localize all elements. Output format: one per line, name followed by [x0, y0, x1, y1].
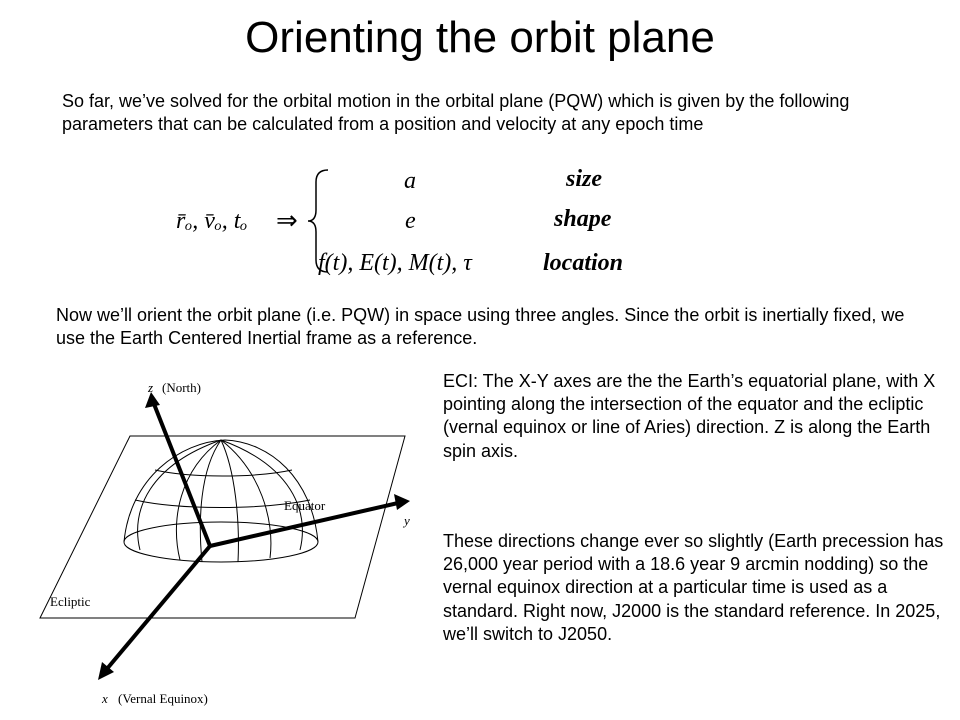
symbol-a: a — [404, 168, 416, 194]
precession-paragraph: These directions change ever so slightly (Earth precession has 26,000 year period with a 18.6 year 9 arcmin nodding) so the vernal equinox direction at a particular time is used as a standard. Right now, J2000 is the standard reference. In 2025, we’ll switch to J2050. — [443, 531, 944, 644]
slide-title: Orienting the orbit plane — [245, 13, 715, 62]
z-label: z — [148, 380, 154, 395]
x-label: x — [102, 691, 108, 706]
equator-label: Equator — [284, 498, 326, 513]
ecliptic-label: Ecliptic — [50, 594, 91, 609]
label-location: location — [543, 250, 624, 276]
y-arrowhead — [394, 494, 410, 510]
z-note: (North) — [162, 380, 201, 395]
eci-diagram — [30, 370, 420, 715]
x-note: (Vernal Equinox) — [118, 691, 208, 706]
implies-arrow: ⇒ — [276, 206, 298, 235]
eci-paragraph: ECI: The X-Y axes are the the Earth’s equatorial plane, with X pointing along the intersection of the equator and the ecliptic (vernal equinox or line of Aries) direction. Z is along the Earth spin axis. — [443, 371, 936, 461]
y-label: y — [404, 513, 410, 528]
ecliptic-plane — [40, 436, 405, 618]
intro-paragraph: So far, we’ve solved for the orbital motion in the orbital plane (PQW) which is given by the following parameters that can be calculated from a position and velocity at any epoch time — [62, 91, 850, 134]
label-shape: shape — [554, 206, 612, 232]
label-size: size — [566, 166, 602, 192]
symbol-e: e — [405, 208, 416, 234]
symbol-location-set: f(t), E(t), M(t), τ — [318, 250, 472, 276]
equation-lhs: r̄ₒ, v̄ₒ, tₒ — [176, 208, 248, 234]
orient-paragraph: Now we’ll orient the orbit plane (i.e. PQW) in space using three angles. Since the orbit is inertially fixed, we use the Earth Centered Inertial frame as a reference. — [56, 305, 905, 348]
x-axis — [106, 546, 210, 670]
